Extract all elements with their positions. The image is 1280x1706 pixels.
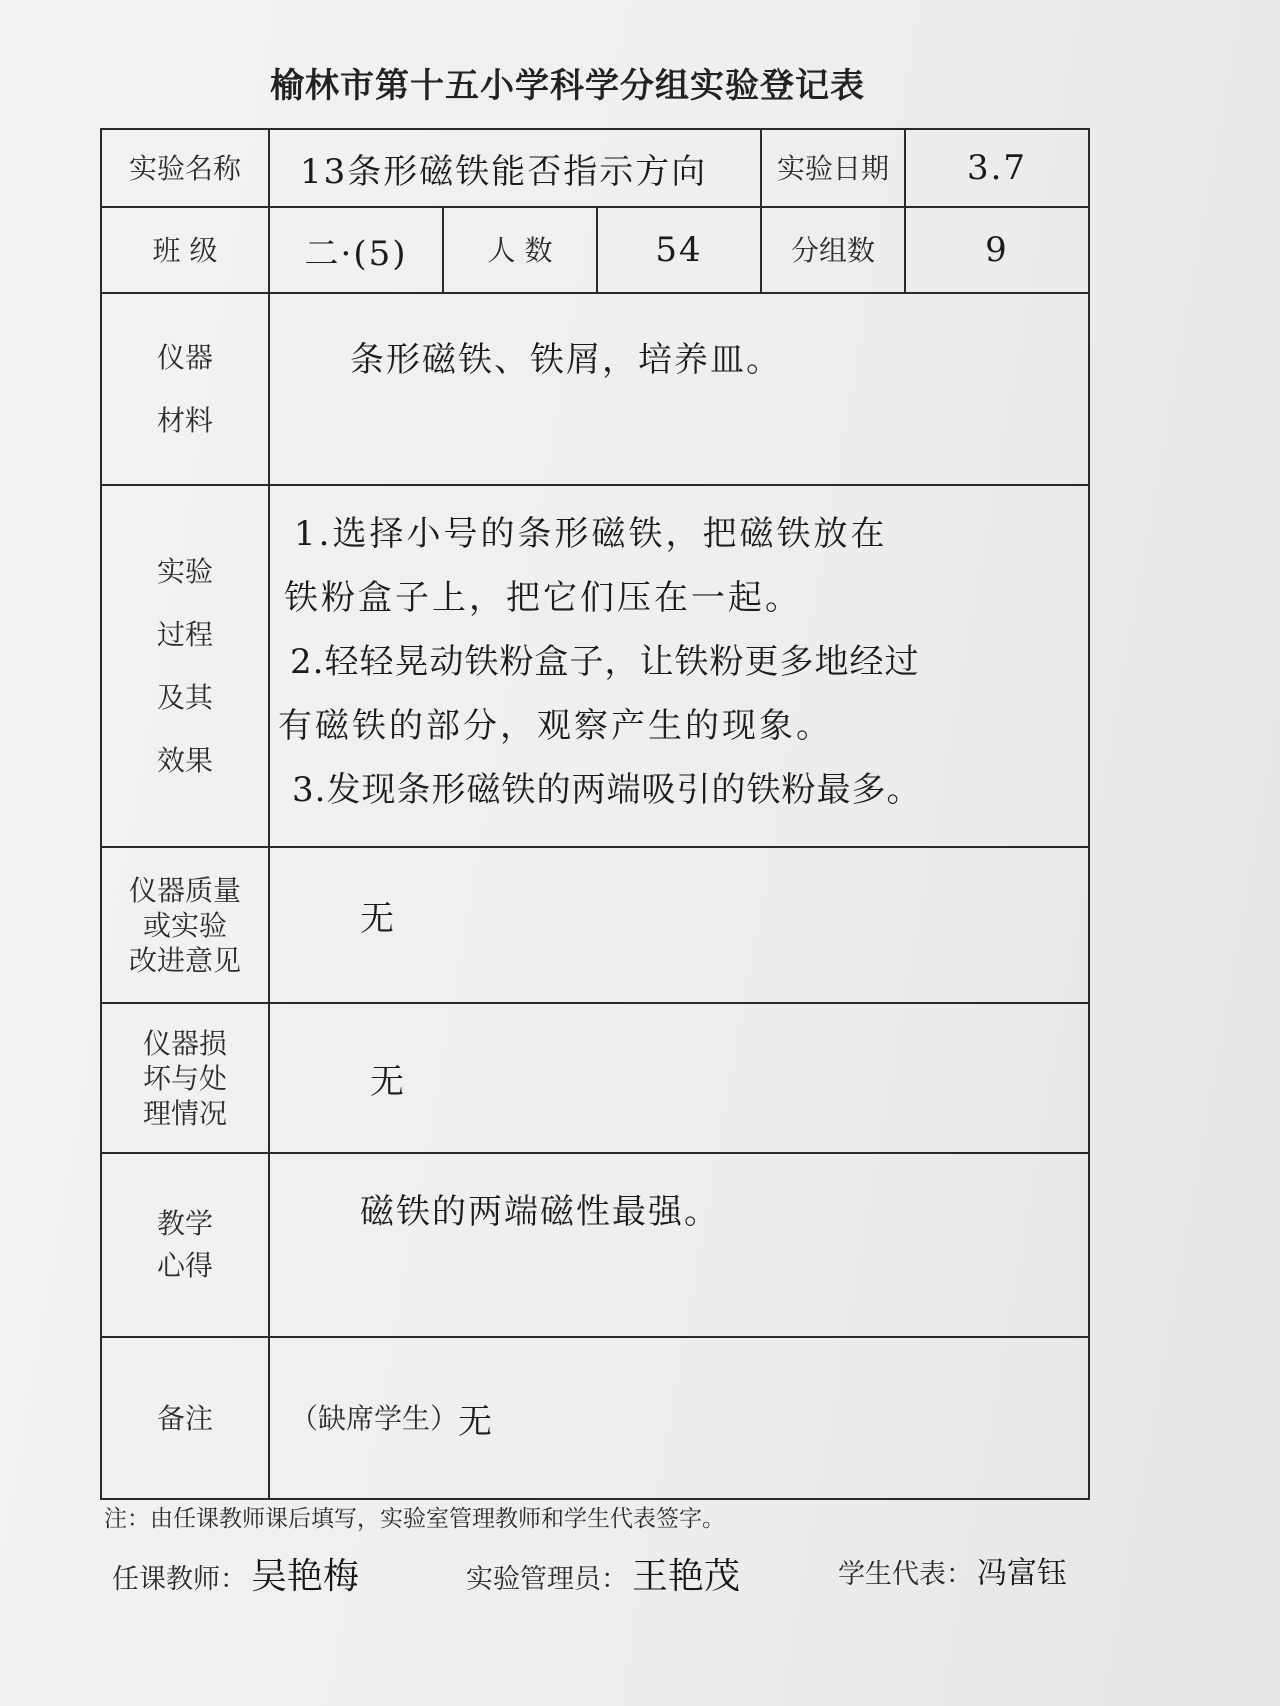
groups-label-cell [762,208,906,292]
materials-label-cell [102,294,270,484]
teaching-label-cell [102,1154,270,1336]
footer-note: 注：由任课教师课后填写，实验室管理教师和学生代表签字。 [104,1506,725,1532]
quality-value-cell [270,848,1088,1002]
materials-label-line2: 材料 [156,404,213,437]
process-line-5: 3.发现条形磁铁的两端吸引的铁粉最多。 [292,770,922,810]
process-label-line4: 效果 [156,744,213,777]
materials-value: 条形磁铁、铁屑，培养皿。 [350,340,782,380]
teacher-name: 吴艳梅 [251,1556,360,1597]
row-damage [102,1004,1088,1154]
process-value-cell [270,486,1088,846]
damage-value: 无 [370,1061,406,1102]
admin-label: 实验管理员： [466,1564,628,1595]
materials-value-cell [270,294,1088,484]
quality-label-line2: 或实验 [142,908,227,942]
process-label-line3: 及其 [156,681,213,714]
class-value-cell [270,208,444,292]
teacher-label: 任课教师： [112,1564,247,1595]
experiment-name-label-cell [102,130,270,206]
admin-name: 王艳茂 [632,1556,741,1597]
process-label-line2: 过程 [156,618,213,651]
class-label-cell [102,208,270,292]
process-line-1: 1.选择小号的条形磁铁，把磁铁放在 [294,514,888,554]
teacher-signature [112,1548,359,1599]
row-remarks [102,1338,1088,1498]
count-value-cell [598,208,762,292]
remarks-value: 无 [458,1401,495,1442]
row-process [102,486,1088,848]
process-label-line1: 实验 [156,555,213,588]
form-title: 榆林市第十五小学科学分组实验登记表 [270,66,865,106]
damage-label-line2: 坏与处 [142,1061,227,1095]
groups-value: 9 [985,230,1009,270]
groups-label: 分组数 [790,233,875,267]
remarks-value-cell [270,1338,1088,1498]
process-line-4: 有磁铁的部分，观察产生的现象。 [278,706,833,746]
row-class-info [102,208,1088,294]
experiment-name-value-cell [270,130,762,206]
process-line-2: 铁粉盒子上，把它们压在一起。 [284,578,802,618]
damage-label-line3: 理情况 [142,1096,227,1130]
experiment-table [100,128,1090,1500]
quality-label-line3: 改进意见 [128,943,241,977]
student-signature [838,1548,1067,1592]
teaching-value: 磁铁的两端磁性最强。 [360,1192,720,1232]
damage-label-line1: 仪器损 [142,1026,227,1060]
date-value: 3.7 [966,148,1028,188]
teaching-label-line2: 心得 [156,1249,213,1282]
quality-label-line1: 仪器质量 [128,873,241,907]
experiment-name-label: 实验名称 [128,151,241,185]
row-materials [102,294,1088,486]
count-value: 54 [655,230,703,270]
groups-value-cell [906,208,1088,292]
student-label: 学生代表： [838,1559,973,1590]
date-value-cell [906,130,1088,206]
damage-label-cell [102,1004,270,1152]
remarks-label-cell [102,1338,270,1498]
quality-value: 无 [360,898,396,939]
row-experiment-name [102,130,1088,208]
date-label-cell [762,130,906,206]
class-label: 班 级 [152,233,218,267]
count-label-cell [444,208,598,292]
admin-signature [466,1548,740,1599]
process-line-3: 2.轻轻晃动铁粉盒子，让铁粉更多地经过 [290,642,920,682]
teaching-label-line1: 教学 [156,1207,213,1240]
date-label: 实验日期 [776,151,889,185]
remarks-prefix: （缺席学生） [290,1401,459,1435]
row-teaching [102,1154,1088,1338]
count-label: 人 数 [487,233,553,267]
remarks-label: 备注 [156,1401,213,1435]
teaching-value-cell [270,1154,1088,1336]
student-name: 冯富钰 [977,1556,1067,1591]
row-quality [102,848,1088,1004]
damage-value-cell [270,1004,1088,1152]
process-label-cell [102,486,270,846]
experiment-name-value: 13条形磁铁能否指示方向 [300,151,708,192]
quality-label-cell [102,848,270,1002]
class-value: 二·(5) [304,233,408,274]
materials-label-line1: 仪器 [156,341,213,374]
